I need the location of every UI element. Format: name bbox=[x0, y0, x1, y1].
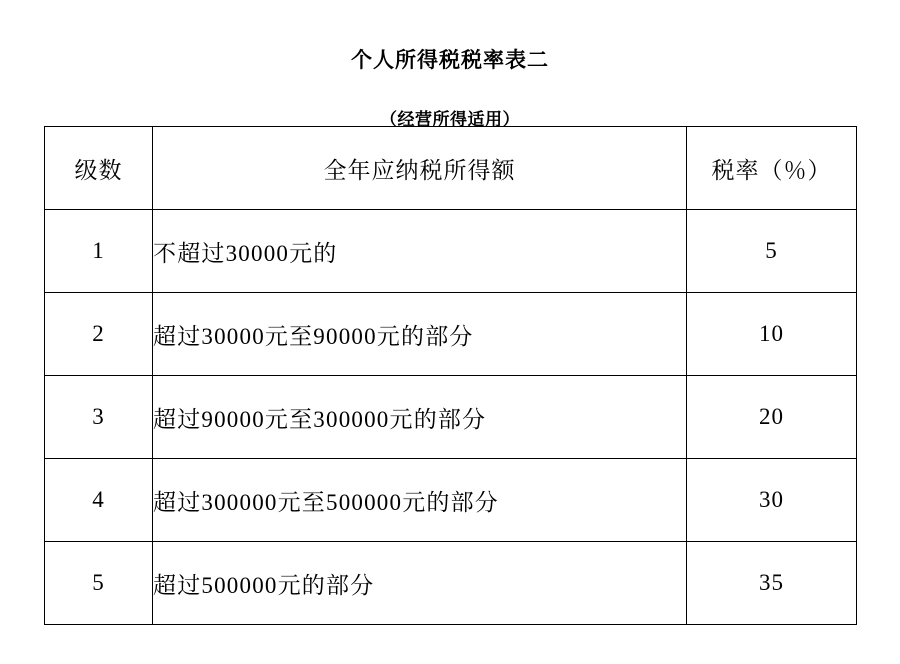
column-header-rate: 税率（％） bbox=[687, 127, 857, 210]
cell-income: 超过300000元至500000元的部分 bbox=[153, 459, 687, 542]
table-header-row bbox=[45, 127, 857, 210]
table-row bbox=[45, 376, 857, 459]
cell-income: 超过90000元至300000元的部分 bbox=[153, 376, 687, 459]
table-row bbox=[45, 210, 857, 293]
column-header-level: 级数 bbox=[45, 127, 153, 210]
table-row bbox=[45, 459, 857, 542]
cell-rate: 10 bbox=[687, 293, 857, 376]
cell-income: 超过30000元至90000元的部分 bbox=[153, 293, 687, 376]
table-body bbox=[45, 210, 857, 625]
tax-rate-table bbox=[44, 126, 857, 625]
column-header-income: 全年应纳税所得额 bbox=[153, 127, 687, 210]
cell-level: 1 bbox=[45, 210, 153, 293]
cell-level: 4 bbox=[45, 459, 153, 542]
cell-rate: 20 bbox=[687, 376, 857, 459]
page-title: 个人所得税税率表二 bbox=[351, 49, 549, 72]
page-subtitle: （经营所得适用） bbox=[380, 110, 520, 129]
table-header bbox=[45, 127, 857, 210]
cell-income: 超过500000元的部分 bbox=[153, 542, 687, 625]
cell-rate: 5 bbox=[687, 210, 857, 293]
cell-level: 5 bbox=[45, 542, 153, 625]
cell-rate: 30 bbox=[687, 459, 857, 542]
cell-rate: 35 bbox=[687, 542, 857, 625]
table-row bbox=[45, 542, 857, 625]
cell-level: 3 bbox=[45, 376, 153, 459]
table-row bbox=[45, 293, 857, 376]
cell-level: 2 bbox=[45, 293, 153, 376]
cell-income: 不超过30000元的 bbox=[153, 210, 687, 293]
tax-rate-table-container bbox=[44, 126, 856, 625]
